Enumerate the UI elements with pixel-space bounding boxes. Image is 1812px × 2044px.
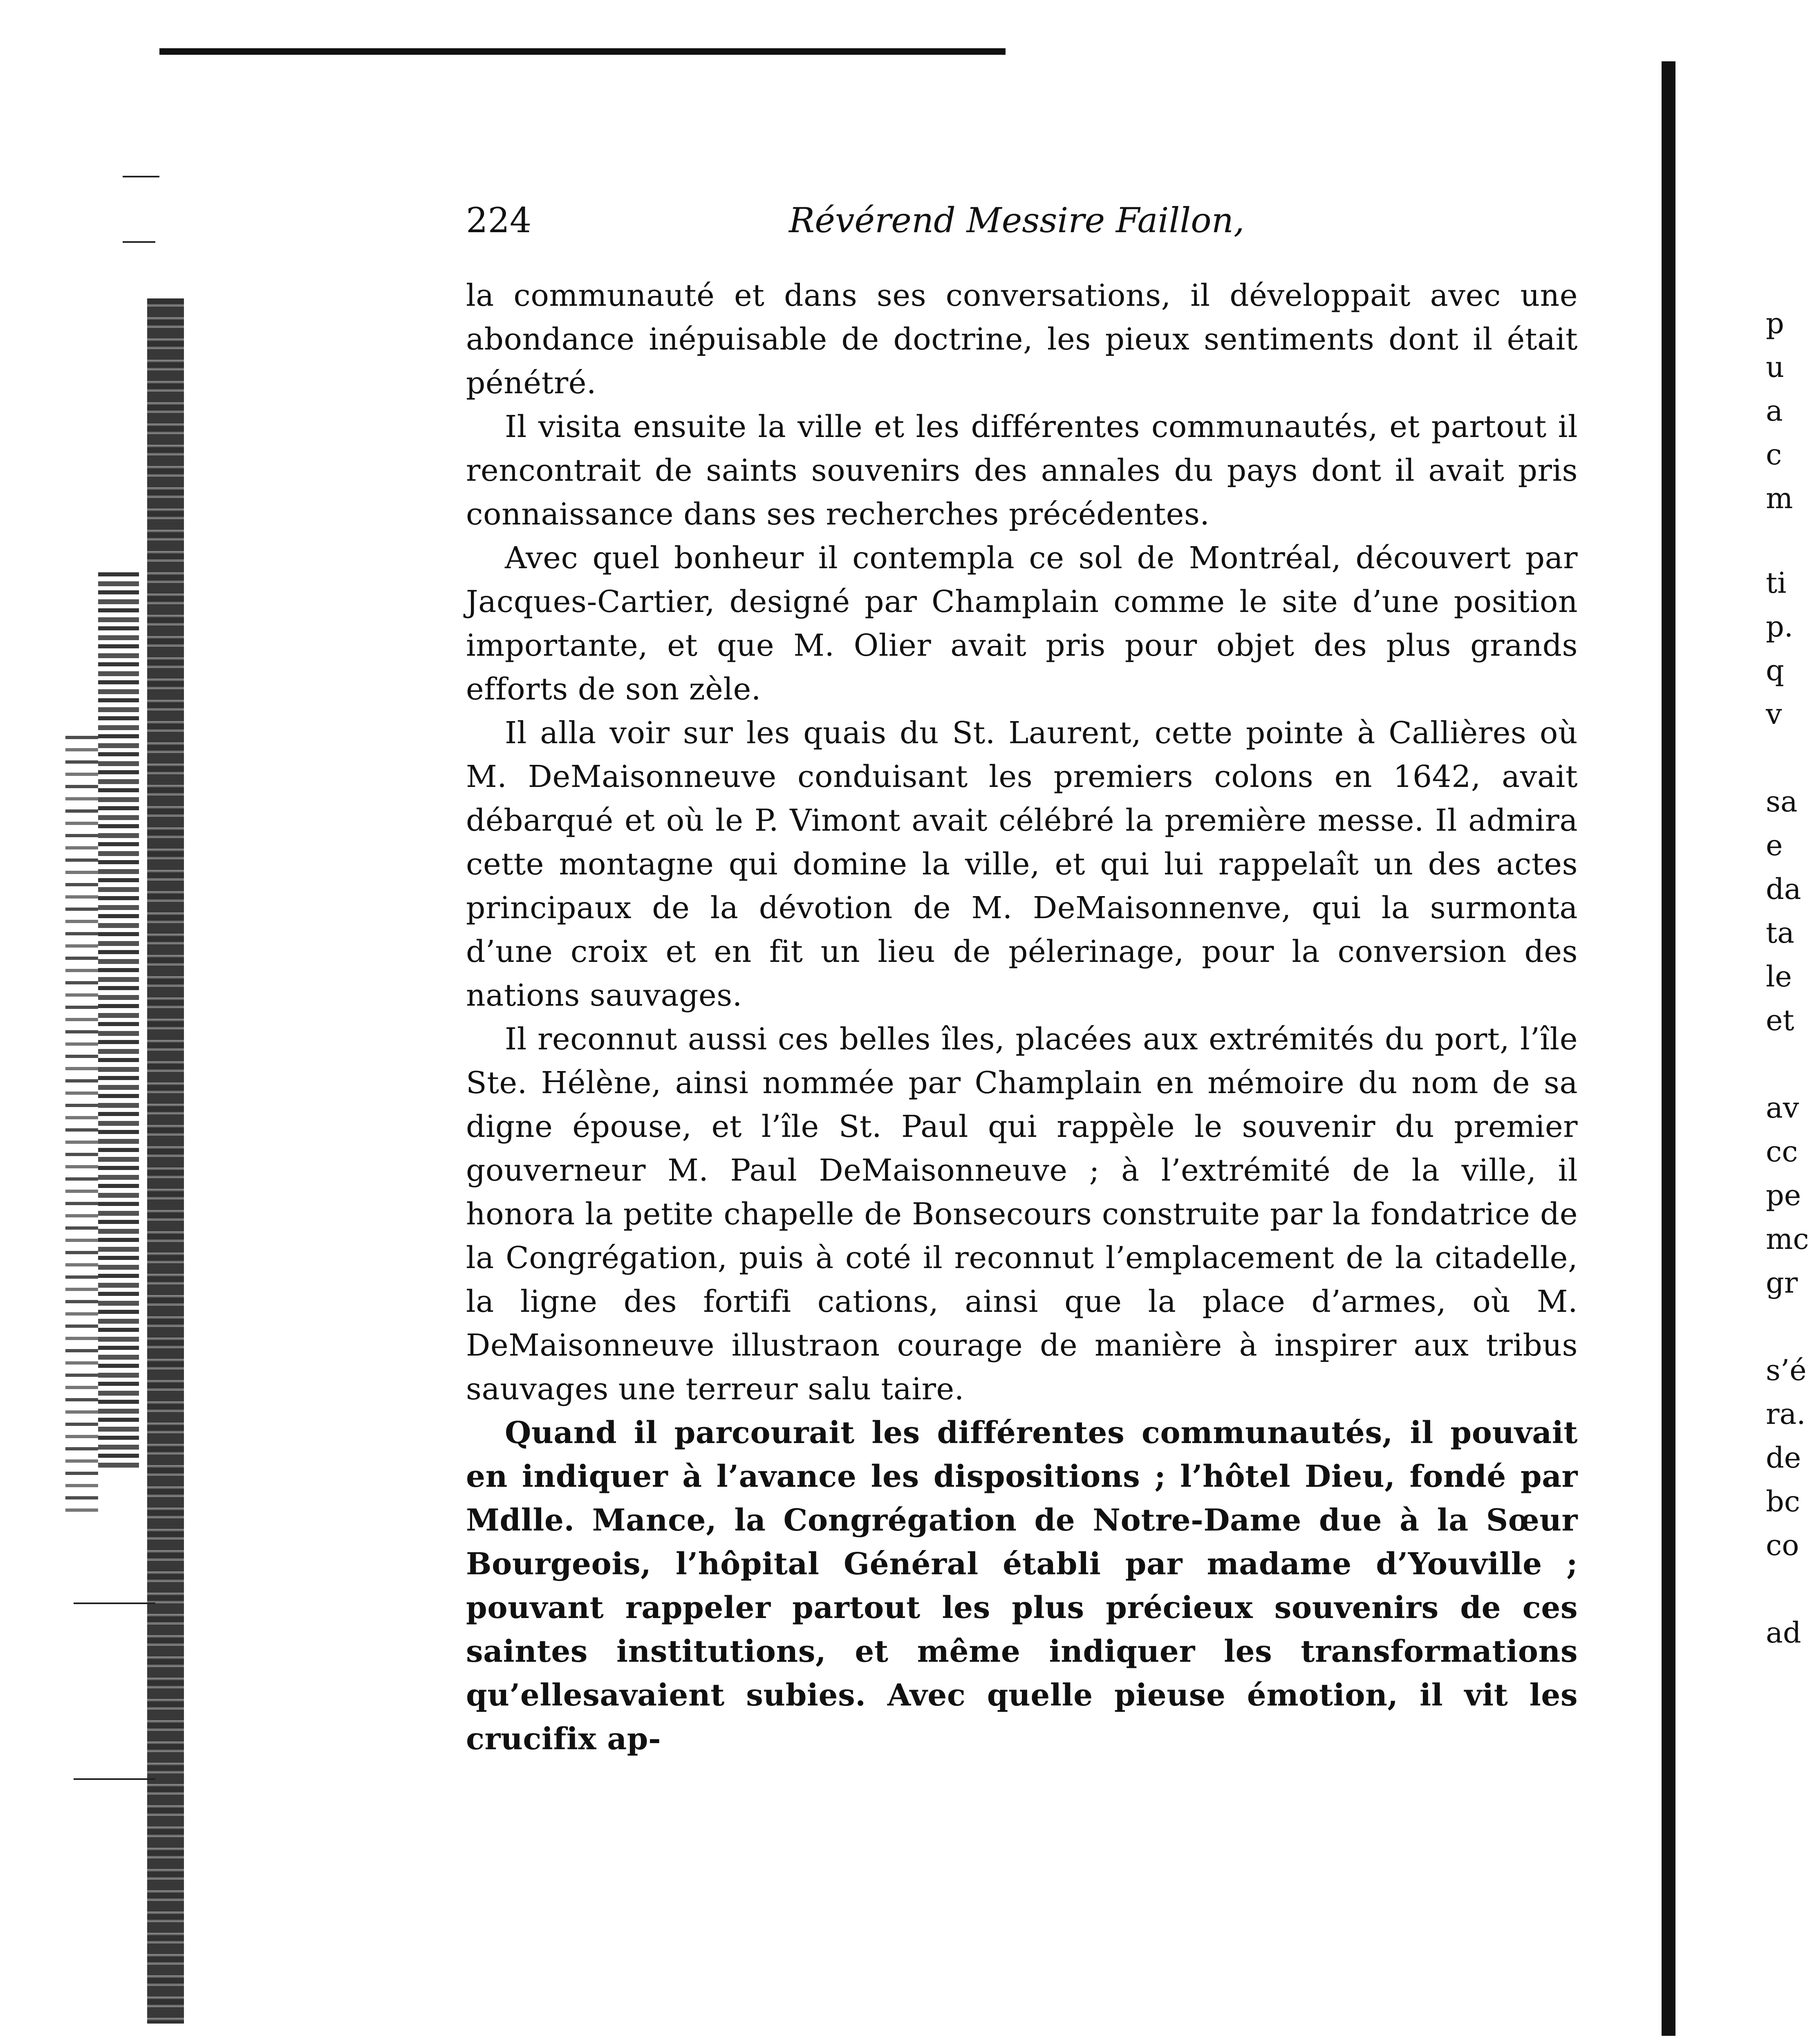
paragraph: Il reconnut aussi ces belles îles, placées aux extrémités du port, l’île Ste. Hélène, ainsi nommée par Champlain en mémoire du nom de sa digne épouse, et l’île St. Paul qui rappèle le souvenir du premier gouverneur M. Paul DeMaisonneuve ; à l’extrémité de la ville, il honora la petite chapelle de Bonsecours construite par la fondatrice de la Congrégation, puis à coté il reconnut l’emplacement de la citadelle, la ligne des fortifi cations, ainsi que la place d’armes, où M. DeMaisonneuve illustraon courage de manière à inspirer aux tribus sauvages une terreur salu taire. [466,1022,1578,1407]
paragraph: la communauté et dans ses conversations, il développait avec une abondance inépuisable de doctrine, les pieux sentiments dont il était pénétré. [466,278,1578,401]
facing-fragment: ad [1766,1616,1801,1650]
facing-fragment: de [1766,1441,1801,1475]
facing-fragment: e [1766,829,1783,862]
facing-fragment: mc [1766,1222,1809,1256]
body-text [466,274,1578,1761]
page-number: 224 [466,200,532,240]
binding-shadow-outer [65,736,98,1513]
paragraph: Quand il parcourait les différentes communautés, il pouvait en indiquer à l’avance les dispositions ; l’hôtel Dieu, fondé par Mdlle. Mance, la Congrégation de Notre-Dame due à la Sœur Bourgeois, l’hôpital Général établi par madame d’Youville ; pouvant rappeler partout les plus précieux souvenirs de ces saintes institutions, et même indiquer les transformations qu’ellesavaient subies. Avec quelle pieuse émotion, il vit les crucifix ap- [466,1415,1578,1757]
paragraph: Avec quel bonheur il contempla ce sol de Montréal, découvert par Jacques-Cartier, designé par Champlain comme le site d’une position importante, et que M. Olier avait pris pour objet des plus grands efforts de son zèle. [466,540,1578,707]
facing-fragment: le [1766,960,1792,993]
facing-fragment: q [1766,654,1784,687]
margin-tick [74,1778,155,1780]
facing-fragment: p [1766,307,1784,340]
top-rule-artifact [159,48,1006,55]
margin-tick [123,176,159,177]
facing-fragment: v [1766,697,1782,731]
paragraph: Il visita ensuite la ville et les différentes communautés, et partout il rencontrait de saints souvenirs des annales du pays dont il avait pris connaissance dans ses recherches précédentes. [466,409,1578,532]
facing-fragment: av [1766,1091,1799,1125]
facing-fragment: co [1766,1529,1799,1562]
facing-page-fragment [1762,0,1812,2044]
facing-fragment: gr [1766,1266,1798,1300]
facing-fragment: p. [1766,610,1794,643]
facing-fragment: ra. [1766,1397,1806,1431]
facing-fragment: c [1766,438,1782,471]
paragraph: Il alla voir sur les quais du St. Laurent, cette pointe à Callières où M. DeMaisonneuve conduisant les premiers colons en 1642, avait débarqué et où le P. Vimont avait célébré la première messe. Il admira cette montagne qui domine la ville, et qui lui rappelaît un des actes principaux de la dévotion de M. DeMaisonnenve, qui la surmonta d’une croix et en fit un lieu de pélerinage, pour la conversion des nations sauvages. [466,715,1578,1013]
book-page [450,192,1594,1757]
facing-fragment: bc [1766,1485,1801,1518]
facing-fragment: cc [1766,1135,1798,1168]
facing-fragment: pe [1766,1179,1801,1212]
facing-fragment: da [1766,872,1801,906]
running-title: Révérend Messire Faillon, [789,200,1245,240]
binding-shadow-middle [98,572,139,1472]
facing-fragment: u [1766,350,1785,384]
facing-fragment: sa [1766,785,1798,818]
facing-fragment: s’é [1766,1354,1807,1387]
running-head [450,192,1594,253]
margin-tick [74,1602,155,1604]
facing-fragment: ti [1766,566,1787,600]
binding-shadow-inner [147,298,184,2024]
facing-fragment: a [1766,394,1783,428]
right-binding-bar [1662,61,1675,2036]
facing-fragment: m [1766,482,1793,515]
facing-fragment: ta [1766,916,1794,950]
facing-fragment: et [1766,1004,1794,1037]
margin-tick [123,241,155,243]
